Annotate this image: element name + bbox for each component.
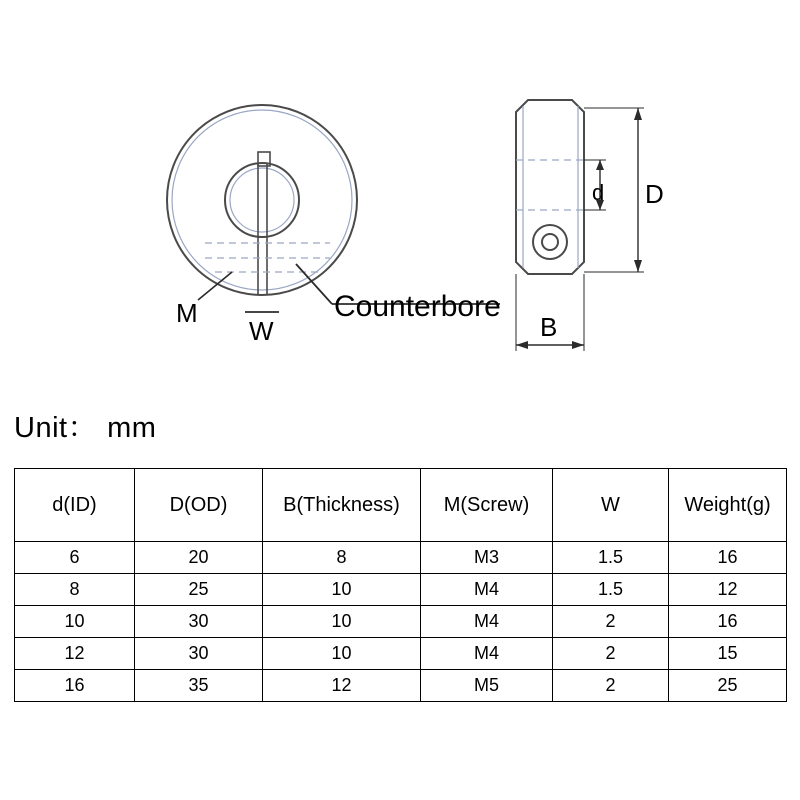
table-cell: M4: [421, 606, 553, 638]
table-row: [15, 606, 787, 638]
dim-arrow-d-top: [596, 160, 604, 170]
table-cell: 16: [669, 542, 787, 574]
label-outer-diameter: D: [645, 179, 664, 209]
table-cell: 2: [553, 670, 669, 702]
table-cell: 10: [263, 606, 421, 638]
table-cell: 6: [15, 542, 135, 574]
table-header-cell: M(Screw): [421, 469, 553, 542]
table-cell: 30: [135, 638, 263, 670]
table-cell: 8: [15, 574, 135, 606]
table-cell: 10: [263, 574, 421, 606]
side-screw-hole-outer: [533, 225, 567, 259]
table-cell: 1.5: [553, 542, 669, 574]
table-cell: 2: [553, 606, 669, 638]
dim-arrow-B-left: [516, 341, 528, 349]
label-thickness: B: [540, 312, 558, 342]
table-cell: 35: [135, 670, 263, 702]
table-row: [15, 670, 787, 702]
technical-drawing: [0, 0, 800, 390]
collar-side-outline: [516, 100, 584, 274]
table-cell: 15: [669, 638, 787, 670]
table-cell: 12: [263, 670, 421, 702]
table-cell: 1.5: [553, 574, 669, 606]
collar-bore-inner-edge: [230, 168, 294, 232]
label-inner-diameter: d: [592, 180, 605, 205]
collar-outer-circle: [167, 105, 357, 295]
label-slot-width: W: [249, 316, 274, 346]
table-cell: 10: [263, 638, 421, 670]
table-header-cell: B(Thickness): [263, 469, 421, 542]
side-screw-hole-inner: [542, 234, 558, 250]
table-header-row: [15, 469, 787, 542]
specification-table: [14, 468, 787, 702]
table-row: [15, 574, 787, 606]
dim-arrow-B-right: [572, 341, 584, 349]
table-cell: M3: [421, 542, 553, 574]
unit-label: Unit：: [14, 412, 98, 444]
collar-outer-circle-inner-edge: [172, 110, 352, 290]
table-cell: 16: [669, 606, 787, 638]
table-cell: 12: [15, 638, 135, 670]
table-cell: 8: [263, 542, 421, 574]
table-cell: 10: [15, 606, 135, 638]
dim-arrow-D-bottom: [634, 260, 642, 272]
table-cell: M4: [421, 574, 553, 606]
table-cell: 12: [669, 574, 787, 606]
table-cell: 30: [135, 606, 263, 638]
table-cell: M4: [421, 638, 553, 670]
label-counterbore: Counterbore: [334, 290, 501, 323]
table-cell: 20: [135, 542, 263, 574]
label-screw: M: [176, 298, 198, 328]
table-cell: 25: [669, 670, 787, 702]
front-view: [167, 105, 501, 346]
table-cell: 16: [15, 670, 135, 702]
dim-arrow-D-top: [634, 108, 642, 120]
unit-value: mm: [107, 412, 157, 444]
unit-line: [14, 405, 156, 446]
table-cell: 2: [553, 638, 669, 670]
table-header-cell: Weight(g): [669, 469, 787, 542]
table-row: [15, 542, 787, 574]
table-cell: 25: [135, 574, 263, 606]
collar-bore-circle: [225, 163, 299, 237]
table-cell: M5: [421, 670, 553, 702]
side-view: [516, 100, 664, 351]
table-row: [15, 638, 787, 670]
table-header-cell: D(OD): [135, 469, 263, 542]
table-header-cell: d(ID): [15, 469, 135, 542]
table-header-cell: W: [553, 469, 669, 542]
